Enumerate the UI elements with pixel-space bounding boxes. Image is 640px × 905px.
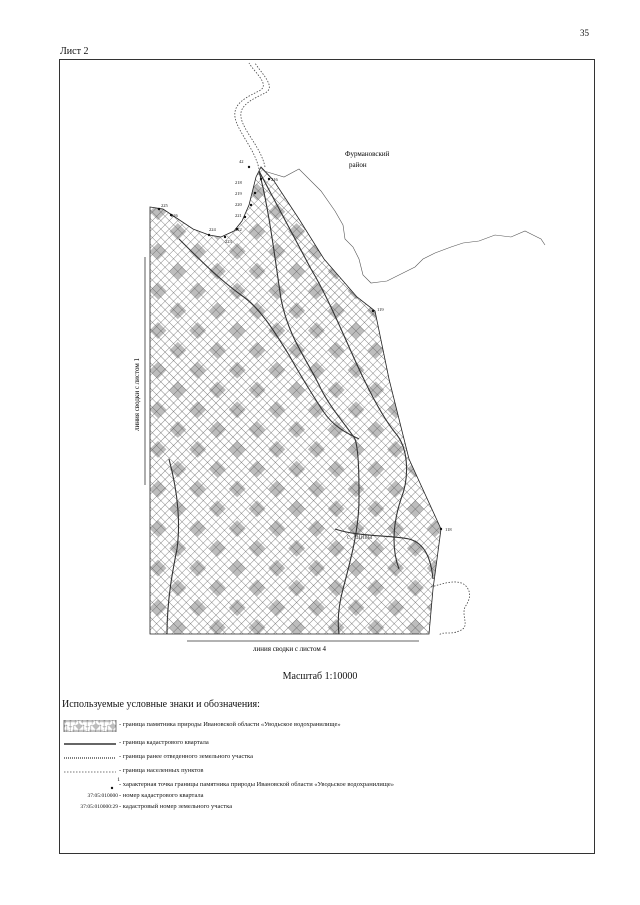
point-label: 221 [235, 213, 242, 218]
legend-row-parcel [62, 752, 502, 764]
point-label: 225 [161, 203, 168, 208]
point-label: 119 [377, 307, 384, 312]
point-marker [254, 192, 256, 194]
point-label: 222 [235, 227, 242, 232]
point-label: 218 [235, 180, 242, 185]
page-number: 35 [580, 28, 589, 38]
point-marker [224, 236, 226, 238]
legend-code: 1 [117, 777, 120, 783]
river-upstream [235, 63, 270, 169]
legend-row-parcel-number [62, 802, 502, 814]
point-label: 226 [171, 213, 178, 218]
settlement-label: с. Шивы [347, 533, 373, 541]
hatch-swatch-icon [62, 720, 122, 732]
point-label: 223 [225, 239, 232, 244]
legend-title: Используемые условные знаки и обозначения: [62, 699, 260, 710]
point-marker [208, 234, 210, 236]
legend-code: 37:05:010000:29 [80, 804, 118, 810]
legend-text: - номер кадастрового квартала [119, 792, 204, 799]
legend-text: - граница памятника природы Ивановской области «Уводьское водохранилище» [119, 721, 341, 728]
point-label: 220 [235, 202, 242, 207]
point-label: 42 [239, 159, 244, 164]
point-marker [244, 216, 246, 218]
point-marker [440, 528, 442, 530]
point-marker [158, 208, 160, 210]
region-label-line1: Фурмановский [345, 150, 390, 158]
point-label: 219 [235, 191, 242, 196]
dotted-line-icon [62, 752, 122, 764]
point-marker [372, 310, 374, 312]
point-marker [250, 204, 252, 206]
legend-text: - граница ранее отведенного земельного участка [119, 753, 253, 760]
point-marker [268, 178, 270, 180]
river-downstream [431, 582, 470, 635]
bottom-edge-label: линия сводки с листом 4 [253, 645, 327, 653]
sheet-label: Лист 2 [60, 46, 89, 57]
point-label: 224 [209, 227, 216, 232]
map-scale: Масштаб 1:10000 [282, 671, 358, 682]
point-label: 118 [445, 527, 452, 532]
legend-code: 37:05:010000 [87, 793, 118, 799]
region-label-line2: район [349, 161, 367, 169]
legend-text: - кадастровый номер земельного участка [119, 803, 233, 810]
legend-text: - граница населенных пунктов [119, 767, 204, 774]
legend-row-settlements [62, 766, 502, 778]
point-marker [260, 178, 262, 180]
point-label: 216 [271, 177, 278, 182]
legend-text: - характерная точка границы памятника природы Ивановской области «Уводьское водохранилище» [119, 781, 395, 788]
cadastral-map [59, 59, 595, 659]
legend-row-cadastral-quarter [62, 738, 502, 750]
legend-text: - граница кадастрового квартала [119, 739, 209, 746]
point-marker [248, 166, 250, 168]
thick-line-icon [62, 738, 122, 750]
left-edge-label: линия сводки с листом 1 [133, 357, 141, 431]
legend-row-protected-area [62, 720, 502, 732]
